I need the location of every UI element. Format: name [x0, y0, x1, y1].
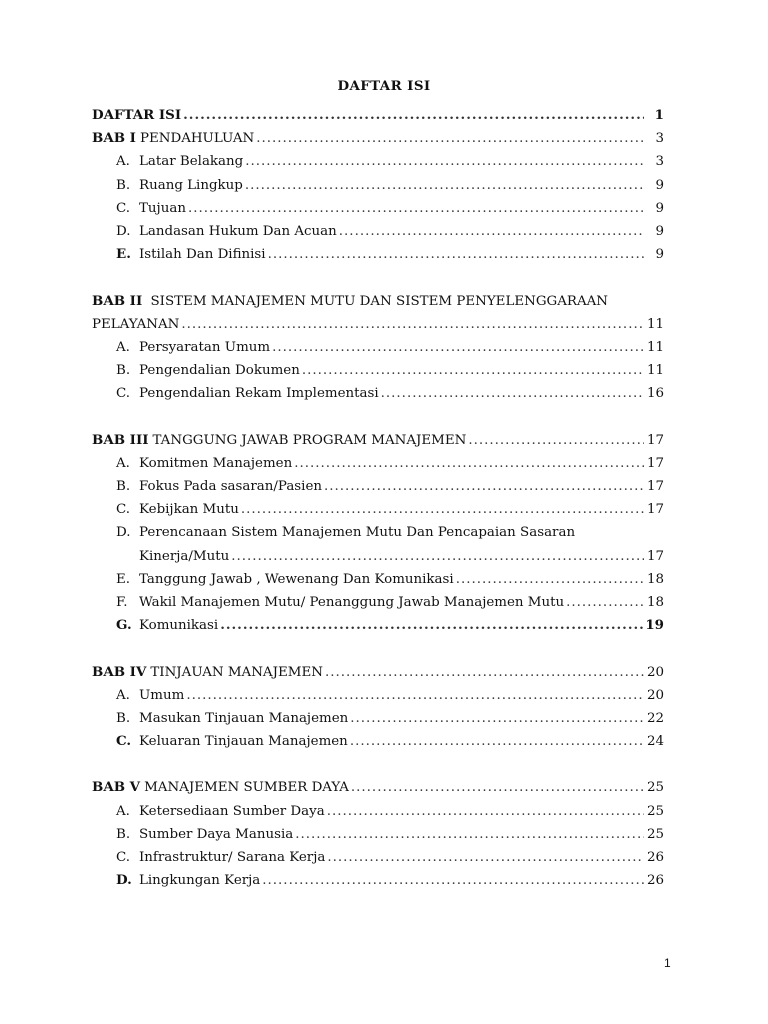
toc-page-number: 25 [646, 780, 664, 796]
toc-page-number: 1 [654, 107, 664, 123]
item-marker: C. [116, 502, 131, 518]
toc-entry-lingkungan[interactable] [92, 869, 664, 892]
dot-leader [245, 150, 644, 173]
toc-page-number: 17 [646, 548, 664, 564]
item-marker: C. [116, 850, 131, 865]
toc-entry-wakil-manajemen[interactable] [92, 591, 664, 614]
item-marker: B. [116, 363, 131, 379]
toc-entry-ruang-lingkup[interactable] [92, 174, 664, 197]
toc-entry-latar-belakang[interactable] [92, 150, 664, 173]
toc-page-number: 11 [646, 363, 664, 379]
toc-entry-text: DAFTAR ISI [92, 107, 182, 123]
dot-leader [456, 568, 644, 591]
dot-leader [566, 591, 644, 614]
toc-entry-pengendalian-dokumen[interactable] [92, 359, 664, 382]
toc-entry-text: Umum [139, 687, 185, 703]
dot-leader [295, 823, 644, 846]
dot-leader [327, 800, 644, 823]
dot-leader [245, 174, 644, 197]
toc-entry-text: Ruang Lingkup [139, 177, 243, 193]
item-marker: A. [116, 339, 130, 355]
item-marker: E. [116, 246, 131, 263]
toc-page-number: 18 [646, 571, 664, 587]
toc-entry-text: Komitmen Manajemen [139, 455, 293, 471]
toc-entry-text: Landasan Hukum Dan Acuan [139, 223, 337, 239]
toc-entry-bab-v[interactable] [92, 776, 664, 799]
chapter-number: BAB I [92, 130, 136, 147]
dot-leader [351, 776, 644, 799]
toc-entry-bab-ii-line1[interactable] [92, 290, 664, 313]
item-marker: B. [116, 177, 131, 193]
item-marker: D. [116, 223, 131, 239]
toc-entry-text: Keluaran Tinjauan Manajemen [139, 734, 348, 750]
toc-page-number: 18 [646, 594, 664, 610]
dot-leader [231, 545, 644, 568]
toc-page-number: 20 [646, 664, 664, 680]
item-marker: B. [116, 479, 131, 494]
item-marker: A. [116, 154, 130, 170]
toc-entry-daftar-isi[interactable] [92, 104, 664, 127]
toc-page-number: 9 [655, 177, 664, 193]
dot-leader [186, 684, 644, 707]
dot-leader [468, 429, 644, 452]
toc-entry-bab-iv[interactable] [92, 661, 664, 684]
toc-entry-komunikasi[interactable] [92, 614, 664, 637]
toc-entry-bab-i[interactable] [92, 127, 664, 150]
toc-page-number: 26 [646, 873, 664, 889]
toc-page-number: 19 [645, 617, 664, 634]
dot-leader [241, 498, 644, 521]
toc-page-number: 17 [646, 502, 664, 518]
item-marker: B. [116, 710, 131, 726]
toc-entry-text: Masukan Tinjauan Manajemen [139, 710, 349, 726]
toc-page-number: 20 [646, 687, 664, 703]
toc-entry-text: Lingkungan Kerja [139, 873, 261, 889]
toc-entry-bab-iii[interactable] [92, 429, 664, 452]
item-marker: B. [116, 826, 131, 842]
item-marker: E. [116, 571, 131, 587]
dot-leader [324, 475, 644, 498]
toc-entry-text: Tanggung Jawab , Wewenang Dan Komunikasi [139, 571, 454, 587]
toc-entry-text: Tujuan [139, 200, 186, 216]
toc-entry-text: Istilah Dan Difinisi [139, 247, 266, 263]
toc-page-number: 11 [646, 316, 664, 332]
dot-leader [220, 614, 643, 637]
item-marker: A. [116, 455, 130, 471]
toc-page-number: 9 [655, 200, 664, 216]
page-title: DAFTAR ISI [337, 78, 431, 94]
toc-page-number: 9 [655, 247, 664, 263]
dot-leader [339, 220, 644, 243]
toc-entry-text: Kebijkan Mutu [139, 502, 239, 518]
dot-leader [181, 313, 644, 336]
dot-leader [183, 104, 644, 127]
toc-entry-text: Wakil Manajemen Mutu/ Penanggung Jawab Manajemen Mutu [139, 594, 565, 610]
dot-leader [294, 452, 644, 475]
page-footer-number: 1 [664, 956, 671, 970]
dot-leader [350, 730, 644, 753]
toc-page-number: 24 [646, 734, 664, 750]
toc-entry-umum[interactable] [92, 684, 664, 707]
toc-entry-text: Pengendalian Dokumen [139, 363, 300, 379]
dot-leader [272, 336, 644, 359]
toc-entry-text: PELAYANAN [92, 316, 180, 332]
toc-entry-text: Persyaratan Umum [139, 339, 271, 355]
dot-leader [302, 359, 644, 382]
dot-leader [268, 243, 644, 266]
toc-entry-tanggung-jawab[interactable] [92, 568, 664, 591]
toc-page-number: 25 [646, 803, 664, 819]
table-of-contents [92, 104, 664, 892]
toc-page-number: 16 [646, 386, 664, 402]
toc-entry-istilah[interactable] [92, 243, 664, 266]
toc-entry-sdm[interactable] [92, 823, 664, 846]
chapter-number: BAB II [92, 292, 143, 309]
toc-entry-landasan-hukum[interactable] [92, 220, 664, 243]
toc-entry-text: Ketersediaan Sumber Daya [139, 803, 325, 819]
dot-leader [327, 846, 644, 869]
toc-entry-persyaratan-umum[interactable] [92, 336, 664, 359]
dot-leader [256, 127, 644, 150]
toc-entry-ketersediaan[interactable] [92, 800, 664, 823]
toc-entry-text: Sumber Daya Manusia [139, 826, 294, 842]
toc-page-number: 3 [655, 131, 664, 147]
toc-entry-text: PENDAHULUAN [139, 131, 255, 147]
toc-entry-text: TINJAUAN MANAJEMEN [150, 664, 323, 680]
toc-entry-keluaran[interactable] [92, 730, 664, 753]
toc-entry-text: Komunikasi [139, 618, 219, 634]
toc-entry-bab-ii-line2[interactable] [92, 313, 664, 336]
chapter-number: BAB V [92, 779, 141, 796]
item-marker: C. [116, 200, 131, 216]
item-marker: D. [116, 872, 132, 889]
toc-entry-komitmen[interactable] [92, 452, 664, 475]
item-marker: F. [116, 594, 128, 610]
toc-entry-fokus[interactable] [92, 475, 664, 498]
toc-entry-tujuan[interactable] [92, 197, 664, 220]
toc-entry-text: Perencanaan Sistem Manajemen Mutu Dan Pencapaian Sasaran [139, 525, 576, 541]
toc-entry-text: MANAJEMEN SUMBER DAYA [144, 780, 349, 796]
toc-entry-text: Fokus Pada sasaran/Pasien [139, 479, 323, 494]
toc-entry-kebijakan[interactable] [92, 498, 664, 521]
toc-entry-infrastruktur[interactable] [92, 846, 664, 869]
toc-page-number: 25 [646, 826, 664, 842]
item-marker: G. [116, 617, 132, 634]
toc-entry-masukan[interactable] [92, 707, 664, 730]
toc-page-number: 17 [646, 479, 664, 494]
item-marker: C. [116, 386, 131, 402]
dot-leader [381, 382, 644, 405]
toc-entry-text: Infrastruktur/ Sarana Kerja [139, 850, 326, 865]
toc-entry-text: SISTEM MANAJEMEN MUTU DAN SISTEM PENYELENGGARAAN [150, 293, 609, 309]
item-marker: A. [116, 803, 130, 819]
toc-page-number: 17 [646, 432, 664, 448]
toc-entry-text: Pengendalian Rekam Implementasi [139, 386, 379, 402]
item-marker: C. [116, 733, 132, 750]
toc-entry-text: Kinerja/Mutu [139, 548, 230, 564]
toc-entry-perencanaan-line2[interactable] [92, 545, 664, 568]
toc-page-number: 11 [646, 339, 664, 355]
chapter-number: BAB III [92, 431, 149, 448]
toc-page-number: 26 [646, 850, 664, 865]
toc-page-number: 17 [646, 455, 664, 471]
toc-entry-text: TANGGUNG JAWAB PROGRAM MANAJEMEN [152, 432, 467, 448]
item-marker: A. [116, 687, 130, 703]
toc-entry-pengendalian-rekam[interactable] [92, 382, 664, 405]
dot-leader [325, 661, 644, 684]
dot-leader [188, 197, 644, 220]
chapter-number: BAB IV [92, 663, 147, 680]
dot-leader [350, 707, 644, 730]
toc-page-number: 3 [655, 154, 664, 170]
toc-entry-perencanaan-line1[interactable] [92, 521, 664, 544]
toc-page-number: 9 [655, 223, 664, 239]
item-marker: D. [116, 525, 131, 541]
dot-leader [262, 869, 644, 892]
toc-entry-text: Latar Belakang [139, 154, 244, 170]
toc-page-number: 22 [646, 710, 664, 726]
